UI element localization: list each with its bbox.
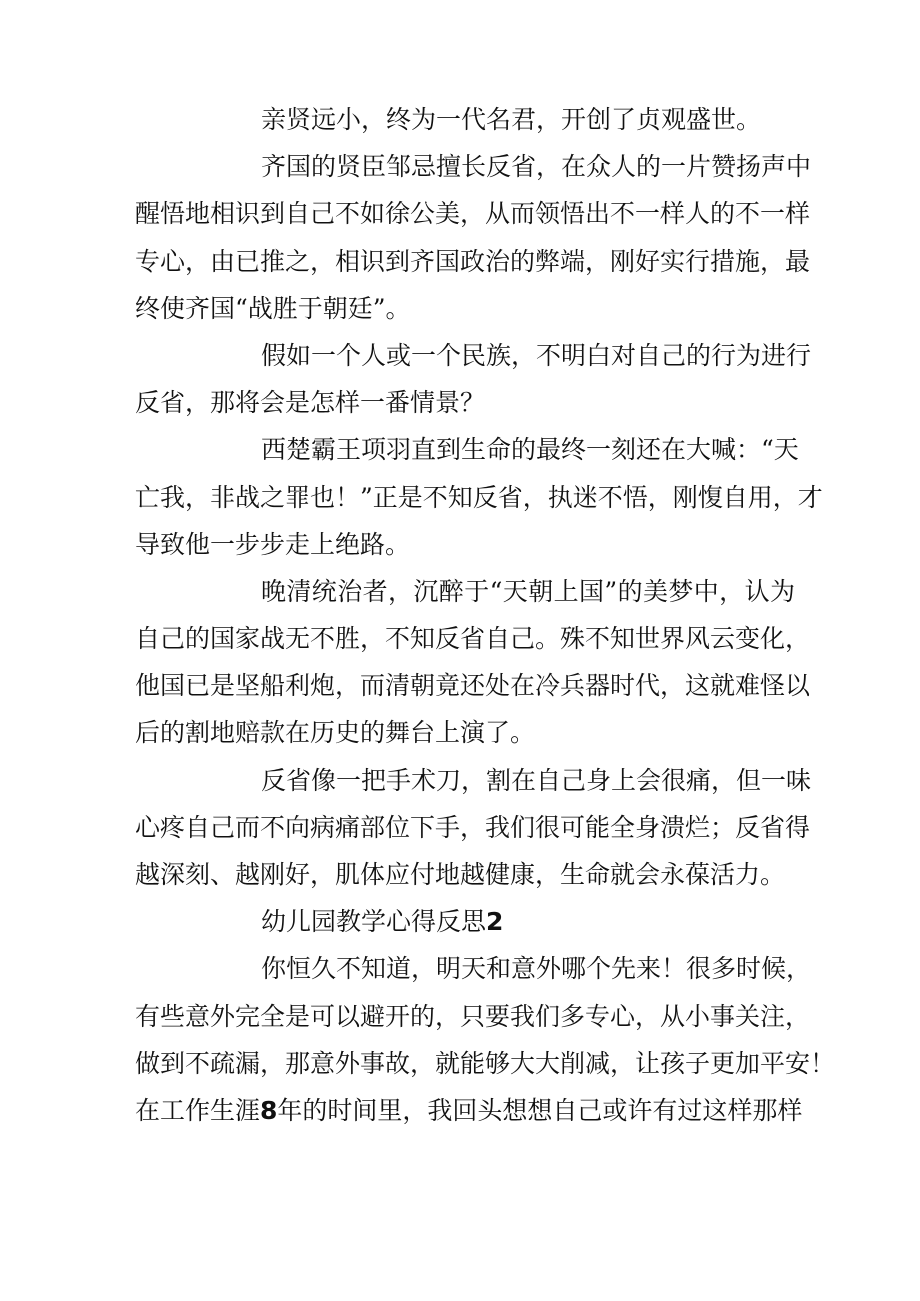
section-heading bbox=[135, 898, 795, 945]
inline-number: 8 bbox=[260, 1095, 278, 1125]
text-line: 越深刻、越刚好，肌体应付地越健康，生命就会永葆活力。 bbox=[135, 860, 786, 889]
text-line: 亡我，非战之罪也！”正是不知反省，执迷不悟，刚愎自用，才 bbox=[135, 482, 823, 512]
section-heading-text: 幼儿园教学心得反思 bbox=[261, 907, 487, 937]
text-line: 心疼自己而不向病痛部位下手，我们很可能全身溃烂；反省得 bbox=[135, 812, 811, 842]
text-line: 反省像一把手术刀，割在自己身上会很痛，但一味 bbox=[261, 765, 812, 795]
text-segment: 在工作生涯 bbox=[135, 1095, 261, 1125]
text-line: 导致他一步步走上绝路。 bbox=[135, 529, 411, 559]
text-line bbox=[135, 1087, 803, 1134]
text-line: 假如一个人或一个民族，不明白对自己的行为进行 bbox=[261, 340, 812, 370]
text-line: 自己的国家战无不胜，不知反省自己。殊不知世界风云变化， bbox=[135, 624, 811, 654]
text-segment: 年的时间里，我回头想想自己或许有过这样那样 bbox=[277, 1095, 803, 1125]
text-line: 他国已是坚船利炮，而清朝竟还处在冷兵器时代，这就难怪以 bbox=[135, 671, 811, 701]
text-line: 后的割地赔款在历史的舞台上演了。 bbox=[135, 718, 536, 748]
text-line: 西楚霸王项羽直到生命的最终一刻还在大喊：“天 bbox=[261, 435, 799, 465]
text-line: 醒悟地相识到自己不如徐公美，从而领悟出不一样人的不一样 bbox=[135, 199, 811, 229]
text-line: 专心，由已推之，相识到齐国政治的弊端，刚好实行措施，最 bbox=[135, 246, 811, 276]
text-line: 齐国的贤臣邹忌擅长反省，在众人的一片赞扬声中 bbox=[261, 152, 812, 182]
text-line: 做到不疏漏，那意外事故，就能够大大削减，让孩子更加平安！ bbox=[135, 1048, 836, 1078]
document-body bbox=[135, 96, 836, 1134]
text-line: 终使齐国“战胜于朝廷”。 bbox=[135, 293, 411, 323]
text-line: 有些意外完全是可以避开的，只要我们多专心，从小事关注， bbox=[135, 1001, 811, 1031]
text-line: 你恒久不知道，明天和意外哪个先来！很多时候， bbox=[261, 954, 812, 984]
text-line: 反省，那将会是怎样一番情景？ bbox=[135, 388, 486, 418]
text-line: 晚清统治者，沉醉于“天朝上国”的美梦中，认为 bbox=[261, 576, 795, 606]
text-line: 亲贤远小，终为一代名君，开创了贞观盛世。 bbox=[261, 105, 762, 134]
section-heading-number: 2 bbox=[486, 907, 504, 937]
